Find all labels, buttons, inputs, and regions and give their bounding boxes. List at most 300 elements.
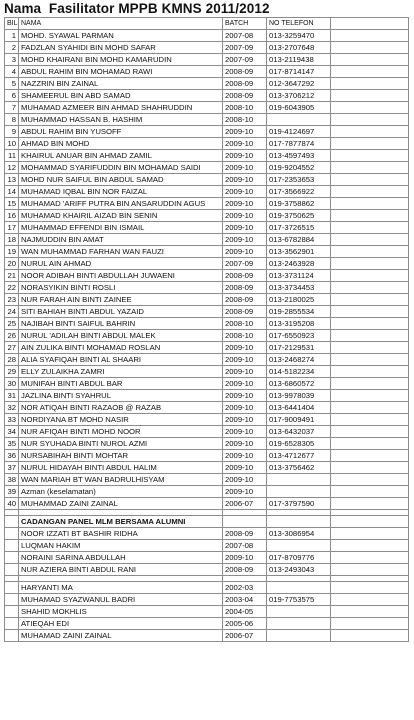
empty-cell[interactable]	[331, 618, 409, 630]
table-row	[5, 390, 409, 402]
header-no[interactable]: BIL	[5, 18, 19, 30]
name-cell[interactable]: NUR SYUHADA BINTI NUROL AZMI	[19, 438, 223, 450]
table-row	[5, 474, 409, 486]
empty-cell[interactable]	[331, 186, 409, 198]
batch-cell[interactable]: 2009-10	[223, 450, 267, 462]
empty-cell[interactable]	[331, 102, 409, 114]
table-row	[5, 354, 409, 366]
row-number-cell[interactable]: 24	[5, 306, 19, 318]
phone-cell[interactable]: 013-3756462	[267, 462, 331, 474]
batch-cell[interactable]: 2009-10	[223, 414, 267, 426]
name-cell[interactable]: ALIA SYAFIQAH BINTI AL SHAARI	[19, 354, 223, 366]
phone-cell[interactable]: 013-9978039	[267, 390, 331, 402]
empty-cell[interactable]	[331, 174, 409, 186]
phone-cell[interactable]	[267, 114, 331, 126]
name-cell[interactable]: MOHD. SYAWAL PARMAN	[19, 30, 223, 42]
name-cell[interactable]: LUQMAN HAKIM	[19, 540, 223, 552]
empty-cell[interactable]	[331, 42, 409, 54]
batch-cell[interactable]: 2009-10	[223, 390, 267, 402]
batch-cell[interactable]: 2009-10	[223, 186, 267, 198]
name-cell[interactable]: MUHAMAD ZAINI ZAINAL	[19, 630, 223, 642]
batch-cell[interactable]: 2008-09	[223, 564, 267, 576]
batch-cell[interactable]: 2009-10	[223, 486, 267, 498]
name-cell[interactable]: MUHAMMAD HASSAN B. HASHIM	[19, 114, 223, 126]
batch-cell[interactable]: 2006-07	[223, 630, 267, 642]
batch-cell[interactable]: 2005-06	[223, 618, 267, 630]
batch-cell[interactable]: 2009-10	[223, 174, 267, 186]
empty-cell[interactable]	[331, 150, 409, 162]
empty-cell[interactable]	[331, 486, 409, 498]
phone-cell[interactable]: 013-6782884	[267, 234, 331, 246]
empty-cell[interactable]	[331, 498, 409, 510]
row-number-cell[interactable]: 40	[5, 498, 19, 510]
row-number-cell[interactable]: 22	[5, 282, 19, 294]
empty-cell[interactable]	[331, 540, 409, 552]
row-number-cell[interactable]: 13	[5, 174, 19, 186]
phone-cell[interactable]: 013-2119438	[267, 54, 331, 66]
phone-cell[interactable]: 013-4712677	[267, 450, 331, 462]
row-number-cell[interactable]: 16	[5, 210, 19, 222]
row-number-cell[interactable]: 5	[5, 78, 19, 90]
batch-cell[interactable]: 2008-09	[223, 90, 267, 102]
batch-cell[interactable]: 2009-10	[223, 426, 267, 438]
phone-cell[interactable]	[267, 582, 331, 594]
table-row	[5, 258, 409, 270]
phone-cell[interactable]: 019-3750625	[267, 210, 331, 222]
row-number-cell[interactable]: 36	[5, 450, 19, 462]
phone-cell[interactable]: 019-7753575	[267, 594, 331, 606]
name-cell[interactable]: MUHAMMAD EFFENDI BIN ISMAIL	[19, 222, 223, 234]
row-number-cell[interactable]	[5, 594, 19, 606]
name-cell[interactable]: NORASYIKIN BINTI ROSLI	[19, 282, 223, 294]
phone-cell[interactable]: 017-8709776	[267, 552, 331, 564]
empty-cell[interactable]	[331, 366, 409, 378]
phone-cell[interactable]: 013-3562901	[267, 246, 331, 258]
name-cell[interactable]: NORDIYANA BT MOHD NASIR	[19, 414, 223, 426]
phone-cell[interactable]: 013-6441404	[267, 402, 331, 414]
empty-cell[interactable]	[331, 306, 409, 318]
row-number-cell[interactable]	[5, 630, 19, 642]
empty-cell[interactable]	[331, 282, 409, 294]
name-cell[interactable]: MUHAMAD 'ARIFF PUTRA BIN ANSARUDDIN AGUS	[19, 198, 223, 210]
phone-cell[interactable]	[267, 618, 331, 630]
phone-cell[interactable]: 017-6550923	[267, 330, 331, 342]
table-row	[5, 552, 409, 564]
table-row	[5, 414, 409, 426]
phone-cell[interactable]: 012-3647292	[267, 78, 331, 90]
batch-cell[interactable]: 2007-09	[223, 42, 267, 54]
phone-cell[interactable]: 013-3706212	[267, 90, 331, 102]
row-number-cell[interactable]: 33	[5, 414, 19, 426]
name-cell[interactable]: NOOR ADIBAH BINTI ABDULLAH JUWAENI	[19, 270, 223, 282]
phone-cell[interactable]: 013-2707648	[267, 42, 331, 54]
row-number-cell[interactable]: 26	[5, 330, 19, 342]
table-row	[5, 30, 409, 42]
header-batch[interactable]: BATCH	[223, 18, 267, 30]
name-cell[interactable]: AHMAD BIN MOHD	[19, 138, 223, 150]
table-row	[5, 342, 409, 354]
name-cell[interactable]: AIN ZULIKA BINTI MOHAMAD ROSLAN	[19, 342, 223, 354]
empty-cell[interactable]	[331, 258, 409, 270]
row-number-cell[interactable]	[5, 552, 19, 564]
facilitator-table	[4, 17, 409, 642]
phone-cell[interactable]: 013-2463928	[267, 258, 331, 270]
name-cell[interactable]: JAZLINA BINTI SYAHRUL	[19, 390, 223, 402]
batch-cell[interactable]: 2009-10	[223, 366, 267, 378]
name-cell[interactable]: NUR FARAH AIN BINTI ZAINEE	[19, 294, 223, 306]
name-cell[interactable]: MOHD NUR SAIFUL BIN ABDUL SAMAD	[19, 174, 223, 186]
batch-cell[interactable]: 2006-07	[223, 498, 267, 510]
name-cell[interactable]: MOHAMMAD SYARIFUDDIN BIN MOHAMAD SAIDI	[19, 162, 223, 174]
name-cell[interactable]: FADZLAN SYAHIDI BIN MOHD SAFAR	[19, 42, 223, 54]
name-cell[interactable]: ELLY ZULAIKHA ZAMRI	[19, 366, 223, 378]
empty-cell[interactable]	[331, 528, 409, 540]
phone-cell[interactable]: 019-3758862	[267, 198, 331, 210]
table-row	[5, 426, 409, 438]
empty-cell[interactable]	[331, 462, 409, 474]
row-number-cell[interactable]: 6	[5, 90, 19, 102]
phone-cell[interactable]	[267, 606, 331, 618]
empty-cell[interactable]	[331, 438, 409, 450]
table-row	[5, 174, 409, 186]
row-number-cell[interactable]: 35	[5, 438, 19, 450]
phone-cell[interactable]: 013-6860572	[267, 378, 331, 390]
batch-cell[interactable]: 2008-09	[223, 270, 267, 282]
phone-cell[interactable]: 013-3195208	[267, 318, 331, 330]
batch-cell[interactable]: 2008-09	[223, 528, 267, 540]
phone-cell[interactable]	[267, 486, 331, 498]
batch-cell[interactable]: 2009-10	[223, 138, 267, 150]
phone-cell[interactable]: 013-2468274	[267, 354, 331, 366]
name-cell[interactable]: NOOR IZZATI BT BASHIR RIDHA	[19, 528, 223, 540]
batch-cell[interactable]: 2008-09	[223, 66, 267, 78]
row-number-cell[interactable]: 28	[5, 354, 19, 366]
phone-cell[interactable]: 019-9204552	[267, 162, 331, 174]
phone-cell[interactable]: 014-5182234	[267, 366, 331, 378]
batch-cell[interactable]: 2009-10	[223, 234, 267, 246]
empty-cell[interactable]	[331, 66, 409, 78]
phone-cell[interactable]: 017-3566922	[267, 186, 331, 198]
batch-cell[interactable]: 2003-04	[223, 594, 267, 606]
row-number-cell[interactable]: 2	[5, 42, 19, 54]
table-row	[5, 630, 409, 642]
phone-cell[interactable]: 013-2493043	[267, 564, 331, 576]
table-row	[5, 618, 409, 630]
name-cell[interactable]: NUR AFIQAH BINTI MOHD NOOR	[19, 426, 223, 438]
name-cell[interactable]: MUHAMAD IQBAL BIN NOR FAIZAL	[19, 186, 223, 198]
batch-cell[interactable]: 2007-08	[223, 30, 267, 42]
batch-cell[interactable]: 2008-10	[223, 318, 267, 330]
name-cell[interactable]: ABDUL RAHIM BIN MOHAMAD RAWI	[19, 66, 223, 78]
empty-cell[interactable]	[331, 390, 409, 402]
batch-cell[interactable]: 2009-10	[223, 342, 267, 354]
table-row	[5, 594, 409, 606]
row-number-cell[interactable]: 4	[5, 66, 19, 78]
batch-cell[interactable]: 2009-10	[223, 354, 267, 366]
name-cell[interactable]: NOR ATIQAH BINTI RAZAOB @ RAZAB	[19, 402, 223, 414]
batch-cell[interactable]: 2008-09	[223, 78, 267, 90]
phone-cell[interactable]: 019-4124697	[267, 126, 331, 138]
phone-cell[interactable]: 013-6432037	[267, 426, 331, 438]
empty-cell[interactable]	[331, 402, 409, 414]
row-number-cell[interactable]: 30	[5, 378, 19, 390]
row-number-cell[interactable]: 20	[5, 258, 19, 270]
empty-cell[interactable]	[331, 222, 409, 234]
empty-cell[interactable]	[267, 516, 331, 528]
name-cell[interactable]: HARYANTI MA	[19, 582, 223, 594]
row-number-cell[interactable]: 25	[5, 318, 19, 330]
table-row	[5, 606, 409, 618]
batch-cell[interactable]: 2009-10	[223, 222, 267, 234]
name-cell[interactable]: KHAIRUL ANUAR BIN AHMAD ZAMIL	[19, 150, 223, 162]
batch-cell[interactable]: 2009-10	[223, 438, 267, 450]
batch-cell[interactable]: 2009-10	[223, 210, 267, 222]
table-row	[5, 114, 409, 126]
name-cell[interactable]: NAJIBAH BINTI SAIFUL BAHRIN	[19, 318, 223, 330]
row-number-cell[interactable]: 19	[5, 246, 19, 258]
batch-cell[interactable]: 2009-10	[223, 462, 267, 474]
empty-cell[interactable]	[331, 582, 409, 594]
table-row	[5, 54, 409, 66]
phone-cell[interactable]	[267, 540, 331, 552]
panel-heading-row	[5, 516, 409, 528]
name-cell[interactable]: MUHAMMAD ZAINI ZAINAL	[19, 498, 223, 510]
empty-cell[interactable]	[331, 630, 409, 642]
empty-cell[interactable]	[331, 474, 409, 486]
name-cell[interactable]: NORAINI SARINA ABDULLAH	[19, 552, 223, 564]
table-row	[5, 138, 409, 150]
row-number-cell[interactable]: 37	[5, 462, 19, 474]
row-number-cell[interactable]: 17	[5, 222, 19, 234]
empty-cell[interactable]	[331, 246, 409, 258]
table-row	[5, 582, 409, 594]
phone-cell[interactable]: 019-2855534	[267, 306, 331, 318]
row-number-cell[interactable]: 31	[5, 390, 19, 402]
name-cell[interactable]: MUNIFAH BINTI ABDUL BAR	[19, 378, 223, 390]
name-cell[interactable]: WAN MARIAH BT WAN BADRULHISYAM	[19, 474, 223, 486]
table-row	[5, 162, 409, 174]
row-number-cell[interactable]: 12	[5, 162, 19, 174]
name-cell[interactable]: WAN MUHAMMAD FARHAN WAN FAUZI	[19, 246, 223, 258]
header-empty-cell[interactable]	[331, 18, 409, 30]
name-cell[interactable]: NUR AZIERA BINTI ABDUL RANI	[19, 564, 223, 576]
name-cell[interactable]: NURSABIHAH BINTI MOHTAR	[19, 450, 223, 462]
row-number-cell[interactable]: 11	[5, 150, 19, 162]
batch-cell[interactable]: 2004-05	[223, 606, 267, 618]
empty-cell[interactable]	[331, 270, 409, 282]
row-number-cell[interactable]: 32	[5, 402, 19, 414]
empty-cell[interactable]	[331, 294, 409, 306]
table-row	[5, 486, 409, 498]
batch-cell[interactable]: 2007-09	[223, 258, 267, 270]
batch-cell[interactable]: 2008-10	[223, 114, 267, 126]
table-row	[5, 462, 409, 474]
phone-cell[interactable]: 017-2129531	[267, 342, 331, 354]
empty-cell[interactable]	[331, 162, 409, 174]
row-number-cell[interactable]: 34	[5, 426, 19, 438]
row-number-cell[interactable]: 7	[5, 102, 19, 114]
batch-cell[interactable]: 2008-09	[223, 306, 267, 318]
empty-cell[interactable]	[331, 606, 409, 618]
table-row	[5, 540, 409, 552]
empty-cell[interactable]	[5, 516, 19, 528]
table-row	[5, 318, 409, 330]
table-row	[5, 402, 409, 414]
batch-cell[interactable]: 2009-10	[223, 126, 267, 138]
empty-cell[interactable]	[331, 414, 409, 426]
name-cell[interactable]: SHAHID MOKHLIS	[19, 606, 223, 618]
table-row	[5, 102, 409, 114]
phone-cell[interactable]	[267, 630, 331, 642]
row-number-cell[interactable]: 15	[5, 198, 19, 210]
row-number-cell[interactable]: 10	[5, 138, 19, 150]
empty-cell[interactable]	[331, 54, 409, 66]
phone-cell[interactable]: 019-6528305	[267, 438, 331, 450]
batch-cell[interactable]: 2009-10	[223, 552, 267, 564]
table-row	[5, 126, 409, 138]
name-cell[interactable]: NURUL 'ADILAH BINTI ABDUL MALEK	[19, 330, 223, 342]
empty-cell[interactable]	[331, 516, 409, 528]
empty-cell[interactable]	[331, 450, 409, 462]
batch-cell[interactable]: 2009-10	[223, 474, 267, 486]
phone-cell[interactable]: 017-2353653	[267, 174, 331, 186]
row-number-cell[interactable]: 27	[5, 342, 19, 354]
phone-cell[interactable]: 013-4597493	[267, 150, 331, 162]
phone-cell[interactable]: 013-3086954	[267, 528, 331, 540]
table-row	[5, 66, 409, 78]
phone-cell[interactable]: 017-3726515	[267, 222, 331, 234]
batch-cell[interactable]: 2009-10	[223, 198, 267, 210]
name-cell[interactable]: NURUL AIN AHMAD	[19, 258, 223, 270]
name-cell[interactable]: Azman (keselamatan)	[19, 486, 223, 498]
empty-cell[interactable]	[223, 516, 267, 528]
table-row	[5, 234, 409, 246]
empty-cell[interactable]	[331, 78, 409, 90]
phone-cell[interactable]	[267, 474, 331, 486]
phone-cell[interactable]: 019-6043905	[267, 102, 331, 114]
name-cell[interactable]: NAZZRIN BIN ZAINAL	[19, 78, 223, 90]
row-number-cell[interactable]: 3	[5, 54, 19, 66]
row-number-cell[interactable]	[5, 618, 19, 630]
phone-cell[interactable]: 013-3731124	[267, 270, 331, 282]
empty-cell[interactable]	[331, 198, 409, 210]
name-cell[interactable]: NURUL HIDAYAH BINTI ABDUL HALIM	[19, 462, 223, 474]
header-phone[interactable]: NO TELEFON	[267, 18, 331, 30]
empty-cell[interactable]	[331, 234, 409, 246]
batch-cell[interactable]: 2008-10	[223, 102, 267, 114]
empty-cell[interactable]	[331, 114, 409, 126]
facilitator-rows	[5, 30, 409, 510]
empty-cell[interactable]	[331, 318, 409, 330]
empty-cell[interactable]	[331, 138, 409, 150]
batch-cell[interactable]: 2009-10	[223, 246, 267, 258]
phone-cell[interactable]: 017-3797590	[267, 498, 331, 510]
table-row	[5, 210, 409, 222]
phone-cell[interactable]: 017-7877874	[267, 138, 331, 150]
empty-cell[interactable]	[331, 90, 409, 102]
row-number-cell[interactable]	[5, 528, 19, 540]
table-row	[5, 378, 409, 390]
batch-cell[interactable]: 2002-03	[223, 582, 267, 594]
table-row	[5, 330, 409, 342]
alumni-rows	[5, 582, 409, 642]
table-row	[5, 90, 409, 102]
empty-cell[interactable]	[331, 354, 409, 366]
row-number-cell[interactable]	[5, 582, 19, 594]
name-cell[interactable]: MUHAMAD KHAIRIL AIZAD BIN SENIN	[19, 210, 223, 222]
panel-heading[interactable]: CADANGAN PANEL MLM BERSAMA ALUMNI	[19, 516, 223, 528]
phone-cell[interactable]: 017-8714147	[267, 66, 331, 78]
table-row	[5, 564, 409, 576]
empty-cell[interactable]	[331, 126, 409, 138]
name-cell[interactable]: ATIEQAH EDI	[19, 618, 223, 630]
section-spacer	[5, 510, 409, 528]
panel-rows	[5, 528, 409, 576]
row-number-cell[interactable]: 8	[5, 114, 19, 126]
row-number-cell[interactable]: 23	[5, 294, 19, 306]
batch-cell[interactable]: 2009-10	[223, 402, 267, 414]
row-number-cell[interactable]: 39	[5, 486, 19, 498]
row-number-cell[interactable]	[5, 540, 19, 552]
phone-cell[interactable]: 013-2180025	[267, 294, 331, 306]
phone-cell[interactable]: 017-9009491	[267, 414, 331, 426]
batch-cell[interactable]: 2008-09	[223, 282, 267, 294]
batch-cell[interactable]: 2007-09	[223, 54, 267, 66]
batch-cell[interactable]: 2009-10	[223, 162, 267, 174]
table-row	[5, 42, 409, 54]
name-cell[interactable]: ABDUL RAHIM BIN YUSOFF	[19, 126, 223, 138]
phone-cell[interactable]: 013-3734453	[267, 282, 331, 294]
header-row	[5, 18, 409, 30]
batch-cell[interactable]: 2007-08	[223, 540, 267, 552]
name-cell[interactable]: MOHD KHAIRANI BIN MOHD KAMARUDIN	[19, 54, 223, 66]
row-number-cell[interactable]: 21	[5, 270, 19, 282]
table-row	[5, 528, 409, 540]
row-number-cell[interactable]: 1	[5, 30, 19, 42]
name-cell[interactable]: NAJMUDDIN BIN AMAT	[19, 234, 223, 246]
name-cell[interactable]: SITI BAHIAH BINTI ABDUL YAZAID	[19, 306, 223, 318]
empty-cell[interactable]	[331, 426, 409, 438]
name-cell[interactable]: SHAMEERUL BIN ABD SAMAD	[19, 90, 223, 102]
empty-cell[interactable]	[331, 342, 409, 354]
empty-cell[interactable]	[331, 30, 409, 42]
table-row	[5, 198, 409, 210]
table-row	[5, 498, 409, 510]
row-number-cell[interactable]: 38	[5, 474, 19, 486]
empty-cell[interactable]	[331, 564, 409, 576]
batch-cell[interactable]: 2008-09	[223, 294, 267, 306]
empty-cell[interactable]	[331, 378, 409, 390]
empty-cell[interactable]	[331, 210, 409, 222]
empty-cell[interactable]	[331, 552, 409, 564]
header-name[interactable]: NAMA	[19, 18, 223, 30]
row-number-cell[interactable]: 14	[5, 186, 19, 198]
row-number-cell[interactable]	[5, 606, 19, 618]
row-number-cell[interactable]: 9	[5, 126, 19, 138]
empty-cell[interactable]	[331, 330, 409, 342]
empty-cell[interactable]	[331, 594, 409, 606]
batch-cell[interactable]: 2009-10	[223, 378, 267, 390]
batch-cell[interactable]: 2009-10	[223, 150, 267, 162]
row-number-cell[interactable]: 29	[5, 366, 19, 378]
page-title: Nama Fasilitator MPPB KMNS 2011/2012	[4, 1, 270, 16]
row-number-cell[interactable]: 18	[5, 234, 19, 246]
name-cell[interactable]: MUHAMAD AZMEER BIN AHMAD SHAHRUDDIN	[19, 102, 223, 114]
phone-cell[interactable]: 013-3259470	[267, 30, 331, 42]
batch-cell[interactable]: 2008-10	[223, 330, 267, 342]
row-number-cell[interactable]	[5, 564, 19, 576]
name-cell[interactable]: MUHAMAD SYAZWANUL BADRI	[19, 594, 223, 606]
